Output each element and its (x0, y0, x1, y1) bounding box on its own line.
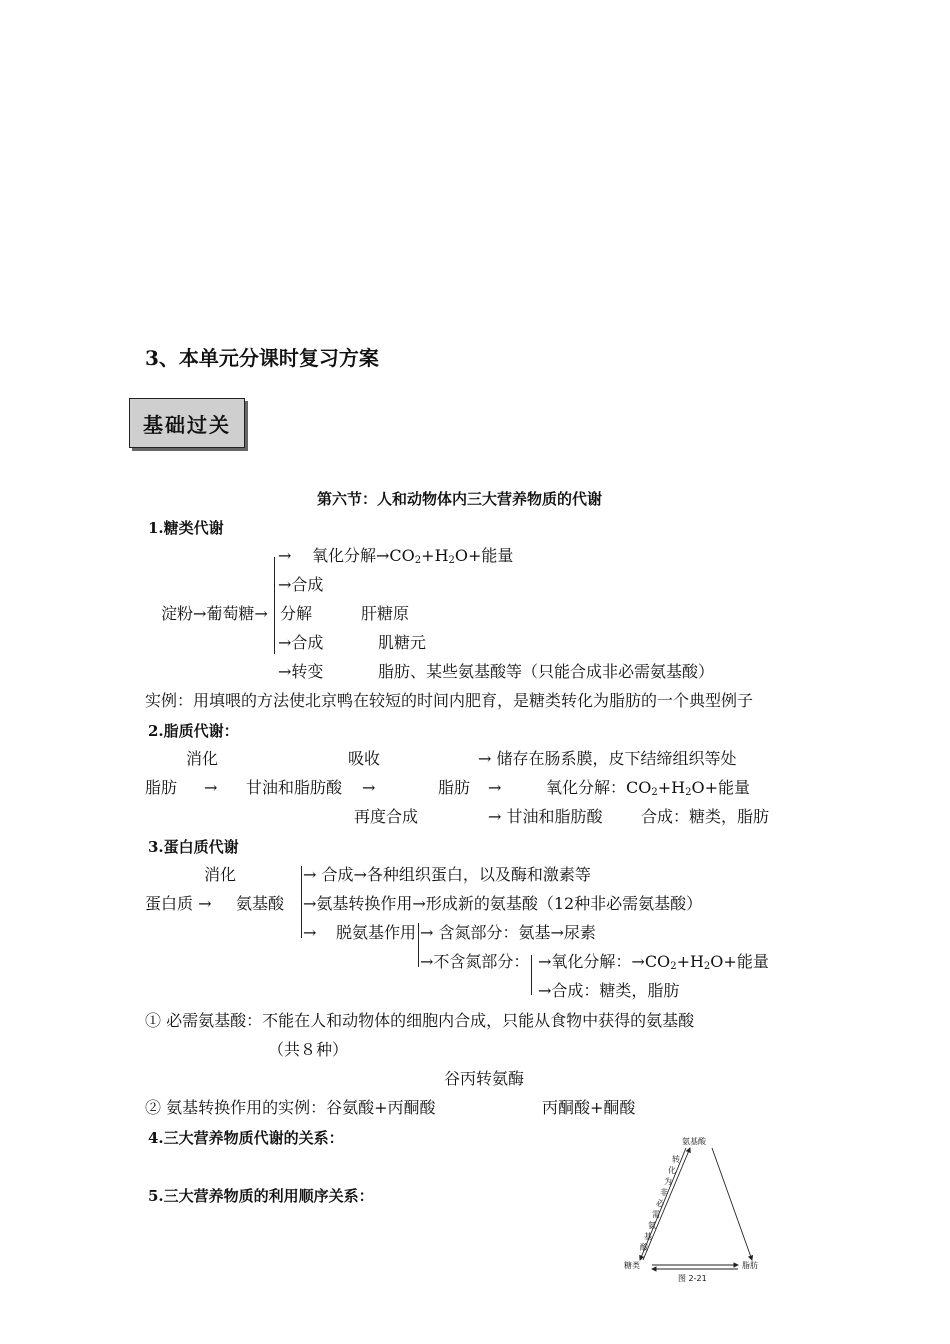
enzyme-label: 谷丙转氨酶 (444, 1069, 525, 1088)
fig-amino-label: 氨基酸 (682, 1137, 706, 1146)
fig-sugar-label: 糖类 (624, 1261, 640, 1270)
fig-side-char: 基 (644, 1232, 652, 1241)
protein-branch-3: → 含氮部分：氨基→尿素 (420, 923, 596, 942)
boxed-label: 基础过关 (129, 398, 245, 448)
fat-oxidation (546, 778, 750, 803)
arrow-amino-to-fat (712, 1148, 752, 1260)
order-heading: 5.三大营养物质的利用顺序关系： (148, 1187, 374, 1205)
note-essential-count: （共８种） (268, 1040, 349, 1059)
sugar-branch-1-text: 氧化分解→ (312, 546, 390, 565)
relation-heading: 4.三大营养物质代谢的关系： (148, 1129, 344, 1147)
protein-oxid-text: →氧化分解：→CO (538, 952, 671, 971)
protein-root: 蛋白质 → (145, 894, 212, 913)
energy-text: O+能量 (454, 546, 514, 565)
fig-side-char: 需 (652, 1210, 660, 1219)
sugar-branch-5-a: →转变 (278, 662, 324, 681)
fat-glycerol: 甘油和脂肪酸 (246, 778, 343, 797)
protein-heading: 3.蛋白质代谢 (148, 838, 239, 856)
sugar-root: 淀粉→葡萄糖→ (161, 604, 268, 623)
fat-source: 脂肪 (145, 778, 178, 797)
fig-fat-label: 脂肪 (742, 1261, 758, 1270)
sugar-branch-1-arrow: → (278, 546, 292, 565)
fig-side-char: 化 (668, 1166, 676, 1175)
protein-branch-2: →氨基转换作用→形成新的氨基酸（12种非必需氨基酸） (303, 894, 703, 913)
fat-target: 脂肪 (438, 778, 471, 797)
protein-amino: 氨基酸 (236, 894, 285, 913)
fig-caption: 图 2-21 (678, 1274, 707, 1283)
fat-store: → 储存在肠系膜，皮下结缔组织等处 (478, 749, 737, 768)
fat-synth: 合成：糖类，脂肪 (641, 807, 770, 826)
note-essential-amino: ① 必需氨基酸：不能在人和动物体的细胞内合成，只能从食物中获得的氨基酸 (145, 1011, 695, 1030)
fig-side-char: 必 (656, 1199, 664, 1208)
sugar-branch-1 (312, 546, 513, 571)
fat-glycerol-2: → 甘油和脂肪酸 (488, 807, 603, 826)
fig-side-char: 氨 (648, 1221, 656, 1230)
fat-oxid-mid: +H (657, 778, 686, 797)
note-transamination: ② 氨基转换作用的实例：谷氨酸+丙酮酸 (145, 1098, 436, 1117)
sugar-bracket (274, 557, 275, 654)
fat-arrow-3: → (488, 778, 502, 797)
fig-side-char: 转 (672, 1155, 680, 1164)
sugar-example: 实例：用填喂的方法使北京鸭在较短的时间内肥育，是糖类转化为脂肪的一个典型例子 (145, 691, 754, 710)
arrow-sugar-to-amino (643, 1148, 690, 1260)
sugar-branch-4-b: 肌糖元 (378, 633, 427, 652)
fat-arrow-2: → (362, 778, 376, 797)
fat-oxid-sub-1: 2 (651, 787, 658, 798)
sugar-branch-2: →合成 (278, 575, 324, 594)
fat-heading: 2.脂质代谢： (148, 722, 239, 740)
section-title: 3、本单元分课时复习方案 (145, 346, 379, 370)
sugar-heading: 1.糖类代谢 (148, 519, 224, 537)
fat-oxid-end: O+能量 (691, 778, 751, 797)
fat-resynth-label: 再度合成 (354, 807, 419, 826)
protein-branch-5 (538, 952, 769, 977)
protein-bracket (301, 866, 302, 938)
fig-side-char: 酸 (640, 1243, 648, 1252)
protein-oxid-mid: +H (676, 952, 704, 971)
h2o-sub: 2 (448, 555, 455, 566)
protein-oxid-sub-2: 2 (703, 961, 711, 972)
protein-branch-6: →合成：糖类，脂肪 (538, 981, 680, 1000)
triangle-figure (620, 1132, 770, 1292)
fat-oxid-text: 氧化分解：CO (546, 778, 652, 797)
nonnitrogen-bracket (531, 955, 532, 995)
fat-arrow-1: → (204, 778, 218, 797)
lesson-title: 第六节：人和动物体内三大营养物质的代谢 (317, 490, 603, 508)
sugar-branch-3-a: 分解 (280, 604, 313, 623)
protein-oxid-end: O+能量 (710, 952, 769, 971)
fat-absorb-label: 吸收 (348, 749, 381, 768)
protein-oxid-sub-1: 2 (670, 961, 677, 972)
h2o-text: +H (421, 546, 449, 565)
protein-digest-label: 消化 (204, 865, 237, 884)
protein-branch-3-arrow: → (303, 923, 317, 942)
note-transamination-product: 丙酮酸+酮酸 (542, 1098, 636, 1117)
protein-branch-1: → 合成→各种组织蛋白，以及酶和激素等 (303, 865, 591, 884)
sugar-branch-5-b: 脂肪、某些氨基酸等（只能合成非必需氨基酸） (378, 662, 715, 681)
sugar-branch-3-b: 肝糖原 (361, 604, 410, 623)
co2-sub: 2 (414, 555, 422, 566)
fig-side-char: 非 (660, 1188, 668, 1197)
sugar-branch-4-a: →合成 (278, 633, 324, 652)
fig-side-char: 为 (664, 1177, 672, 1186)
fat-digest-label: 消化 (186, 749, 219, 768)
deamination-bracket (418, 923, 419, 967)
co2-text: CO (389, 546, 415, 565)
protein-branch-4: →不含氮部分： (420, 952, 530, 971)
protein-deamination: 脱氨基作用 (336, 923, 417, 942)
fat-oxid-sub-2: 2 (685, 787, 692, 798)
